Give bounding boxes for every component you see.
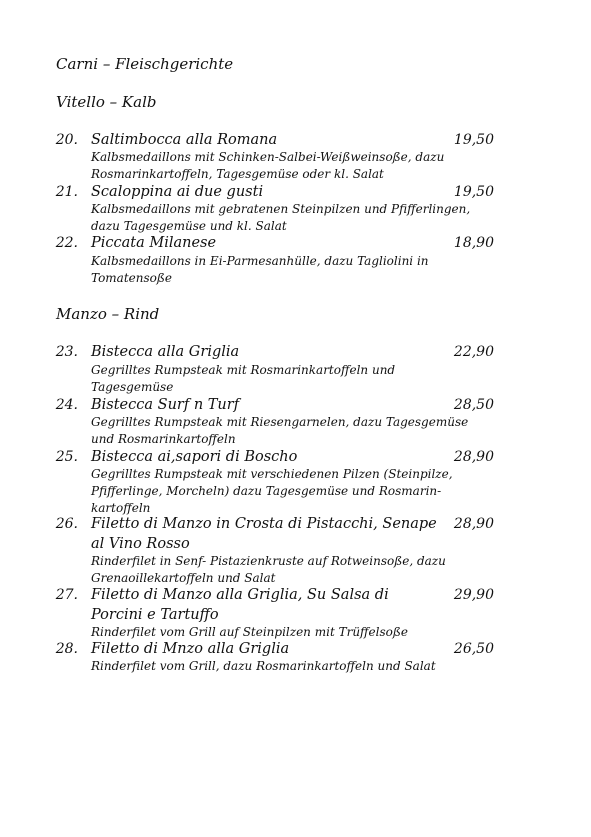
item-description: Kalbsmedaillons mit Schinken-Salbei-Weißweinsoße, dazu Rosmarinkartoffeln, Tagesgemüse oder kl. Salat: [91, 150, 445, 181]
item-number: 27.: [55, 587, 78, 603]
category-heading: Carni – Fleischgerichte: [56, 55, 234, 73]
item-price: 28,90: [453, 449, 494, 465]
item-price: 29,90: [453, 587, 494, 603]
section-heading-vitello: Vitello – Kalb: [56, 93, 157, 111]
item-number: 20.: [55, 132, 78, 148]
item-name: Scaloppina ai due gusti: [91, 184, 264, 200]
item-description: Gegrilltes Rumpsteak mit Rosmarinkartoffeln und Tagesgemüse: [91, 363, 396, 394]
item-name: Bistecca Surf n Turf: [91, 397, 240, 413]
item-price: 19,50: [453, 184, 494, 200]
item-price: 28,90: [453, 516, 494, 532]
item-number: 25.: [55, 449, 78, 465]
item-name: Piccata Milanese: [91, 235, 217, 251]
item-name: Saltimbocca alla Romana: [91, 132, 278, 148]
item-number: 22.: [55, 235, 78, 251]
item-description: Kalbsmedaillons in Ei-Parmesanhülle, dazu Tagliolini in Tomatensoße: [91, 254, 429, 285]
item-name: Bistecca ai,sapori di Boscho: [91, 449, 298, 465]
item-number: 28.: [55, 641, 78, 657]
item-description: Kalbsmedaillons mit gebratenen Steinpilzen und Pfifferlingen, dazu Tagesgemüse und kl. Salat: [91, 202, 471, 233]
item-number: 21.: [55, 184, 78, 200]
item-name: Filetto di Manzo in Crosta di Pistacchi, Senape al Vino Rosso: [91, 516, 437, 552]
item-price: 26,50: [453, 641, 494, 657]
item-description: Rinderfilet vom Grill, dazu Rosmarinkartoffeln und Salat: [91, 659, 436, 673]
item-number: 26.: [55, 516, 78, 532]
item-number: 23.: [55, 344, 78, 360]
item-name: Bistecca alla Griglia: [91, 344, 240, 360]
item-description: Gegrilltes Rumpsteak mit verschiedenen Pilzen (Steinpilze, Pfifferlinge, Morcheln) dazu Tagesgemüse und Rosmarin- kartoffeln: [91, 467, 453, 515]
item-name: Filetto di Manzo alla Griglia, Su Salsa di Porcini e Tartuffo: [91, 587, 389, 623]
item-price: 19,50: [453, 132, 494, 148]
item-price: 28,50: [453, 397, 494, 413]
section-heading-manzo: Manzo – Rind: [56, 305, 160, 323]
item-description: Rinderfilet in Senf- Pistazienkruste auf Rotweinsoße, dazu Grenaoillekartoffeln und Salat: [91, 554, 446, 585]
item-name: Filetto di Mnzo alla Griglia: [91, 641, 290, 657]
item-description: Gegrilltes Rumpsteak mit Riesengarnelen, dazu Tagesgemüse und Rosmarinkartoffeln: [91, 415, 469, 446]
item-description: Rinderfilet vom Grill auf Steinpilzen mit Trüffelsoße: [91, 625, 408, 639]
item-number: 24.: [55, 397, 78, 413]
item-price: 22,90: [453, 344, 494, 360]
item-price: 18,90: [453, 235, 494, 251]
